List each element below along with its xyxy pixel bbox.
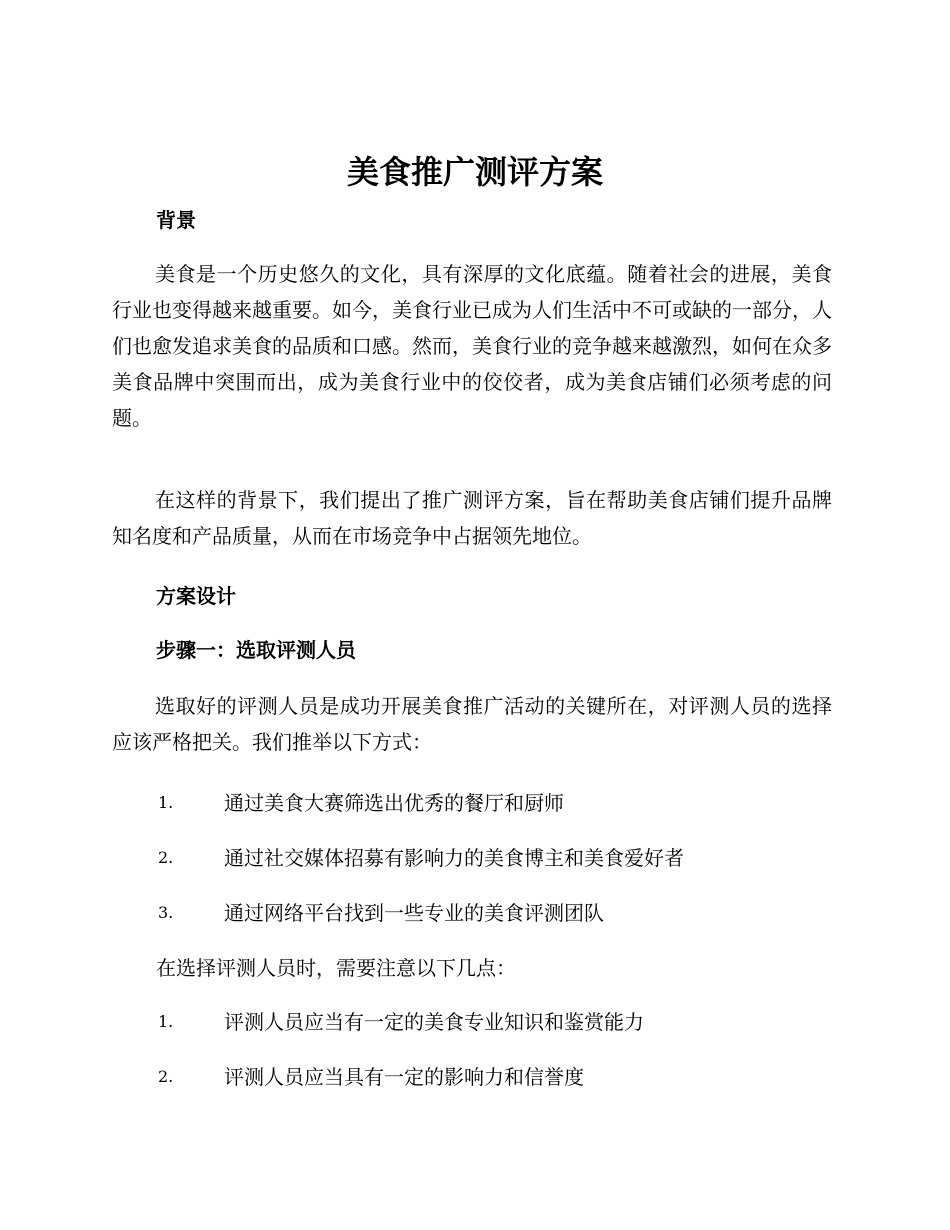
list-number: 1. <box>158 1012 174 1031</box>
list-number: 2. <box>158 848 174 867</box>
background-heading: 背景 <box>156 208 196 232</box>
list-text: 评测人员应当有一定的美食专业知识和鉴赏能力 <box>224 1010 644 1034</box>
list-number: 2. <box>158 1067 174 1086</box>
list-text: 评测人员应当具有一定的影响力和信誉度 <box>224 1065 584 1089</box>
design-heading: 方案设计 <box>156 584 236 608</box>
list-number: 1. <box>158 793 174 812</box>
list-text: 通过网络平台找到一些专业的美食评测团队 <box>224 901 604 925</box>
background-paragraph-1: 美食是一个历史悠久的文化，具有深厚的文化底蕴。随着社会的进展，美食行业也变得越来越重要。如今，美食行业已成为人们生活中不可或缺的一部分，人们也愈发追求美食的品质和口感。然而，美食行业的竞争越来越激烈，如何在众多美食品牌中突围而出，成为美食行业中的佼佼者，成为美食店铺们必须考虑的问题。 <box>112 262 832 430</box>
list-text: 通过美食大赛筛选出优秀的餐厅和厨师 <box>224 791 564 815</box>
notes-intro: 在选择评测人员时，需要注意以下几点： <box>156 956 516 980</box>
background-paragraph-2: 在这样的背景下，我们提出了推广测评方案，旨在帮助美食店铺们提升品牌知名度和产品质量，从而在市场竞争中占据领先地位。 <box>112 488 832 548</box>
list-number: 3. <box>158 903 174 922</box>
document-title: 美食推广测评方案 <box>346 153 603 191</box>
step1-paragraph: 选取好的评测人员是成功开展美食推广活动的关键所在，对评测人员的选择应该严格把关。我们推举以下方式： <box>112 694 832 754</box>
step1-heading: 步骤一：选取评测人员 <box>156 638 356 662</box>
list-text: 通过社交媒体招募有影响力的美食博主和美食爱好者 <box>224 846 684 870</box>
